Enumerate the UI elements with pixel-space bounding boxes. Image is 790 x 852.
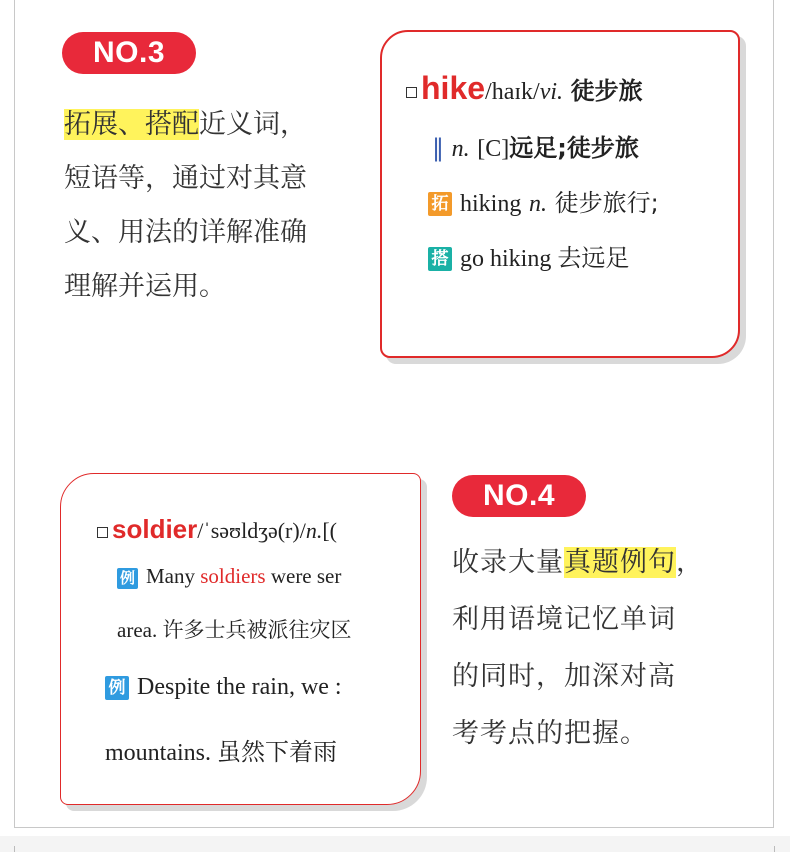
- collocation-tag-icon: 搭: [428, 247, 452, 271]
- desc-text: 近义词，: [199, 109, 307, 140]
- definition-row: [432, 128, 639, 163]
- desc-line: 理解并运用。: [64, 271, 226, 302]
- example-1-line-1: [117, 564, 341, 589]
- checkbox-square-icon: [97, 527, 108, 538]
- example-tag-icon: 例: [105, 676, 129, 700]
- definition: 远足;徒步旅: [509, 134, 639, 162]
- extend-tag-icon: 拓: [428, 192, 452, 216]
- headword: hike: [421, 70, 486, 106]
- desc-line: 短语等，通过对其意: [64, 163, 307, 194]
- section-description-no4: [452, 540, 752, 760]
- part-of-speech: n.: [528, 191, 547, 217]
- desc-line: 的同时，加深对高: [452, 661, 676, 692]
- hike-entry-card: [380, 30, 740, 358]
- desc-line: 利用语境记忆单词: [452, 604, 676, 635]
- phonetic: /haɪk/: [485, 79, 540, 105]
- desc-line: [452, 540, 704, 579]
- highlight-text: 真题例句: [564, 547, 676, 578]
- example-2-line-2: mountains. 虽然下着雨: [105, 740, 337, 766]
- headword-row: [97, 514, 337, 545]
- definition: 徒步旅行;: [554, 189, 659, 217]
- section-badge-no4: NO.4: [452, 475, 586, 517]
- example-text: were ser: [265, 564, 342, 588]
- section-description-no3: [64, 102, 354, 302]
- part-of-speech: n.: [451, 136, 470, 162]
- example-1-line-2: area. 许多士兵被派往灾区: [117, 618, 352, 642]
- highlight-text: 拓展、搭配: [64, 109, 199, 140]
- separator-bar: ‖: [432, 134, 444, 162]
- definition: 徒步旅: [570, 77, 643, 105]
- soldier-entry-card: [60, 473, 421, 805]
- bottom-strip: [0, 836, 790, 852]
- example-2-line-1: [105, 674, 342, 701]
- example-text: Many: [146, 564, 201, 588]
- example-keyword: soldiers: [200, 564, 266, 588]
- desc-line: 义、用法的详解准确: [64, 217, 307, 248]
- collocation-text: go hiking 去远足: [460, 246, 630, 272]
- phonetic: /ˈsəʊldʒə(r)/: [197, 518, 306, 543]
- desc-line: 考考点的把握。: [452, 718, 648, 749]
- checkbox-square-icon: [406, 87, 417, 98]
- desc-text: 收录大量: [452, 547, 564, 578]
- desc-line: [64, 102, 307, 141]
- desc-text: ，: [676, 547, 704, 578]
- section-badge-no3: NO.3: [62, 32, 196, 74]
- example-tag-icon: 例: [117, 568, 138, 589]
- bracket-label: [(: [322, 518, 337, 543]
- collocation-row: [428, 238, 629, 273]
- headword: soldier: [112, 514, 198, 544]
- example-text: Despite the rain, we :: [137, 674, 342, 700]
- extension-row: [428, 183, 659, 218]
- headword-row: [406, 70, 643, 107]
- part-of-speech: n.: [305, 518, 323, 543]
- extension-word: hiking: [460, 191, 522, 217]
- part-of-speech: vi.: [539, 79, 564, 105]
- countable-label: [C]: [477, 136, 510, 162]
